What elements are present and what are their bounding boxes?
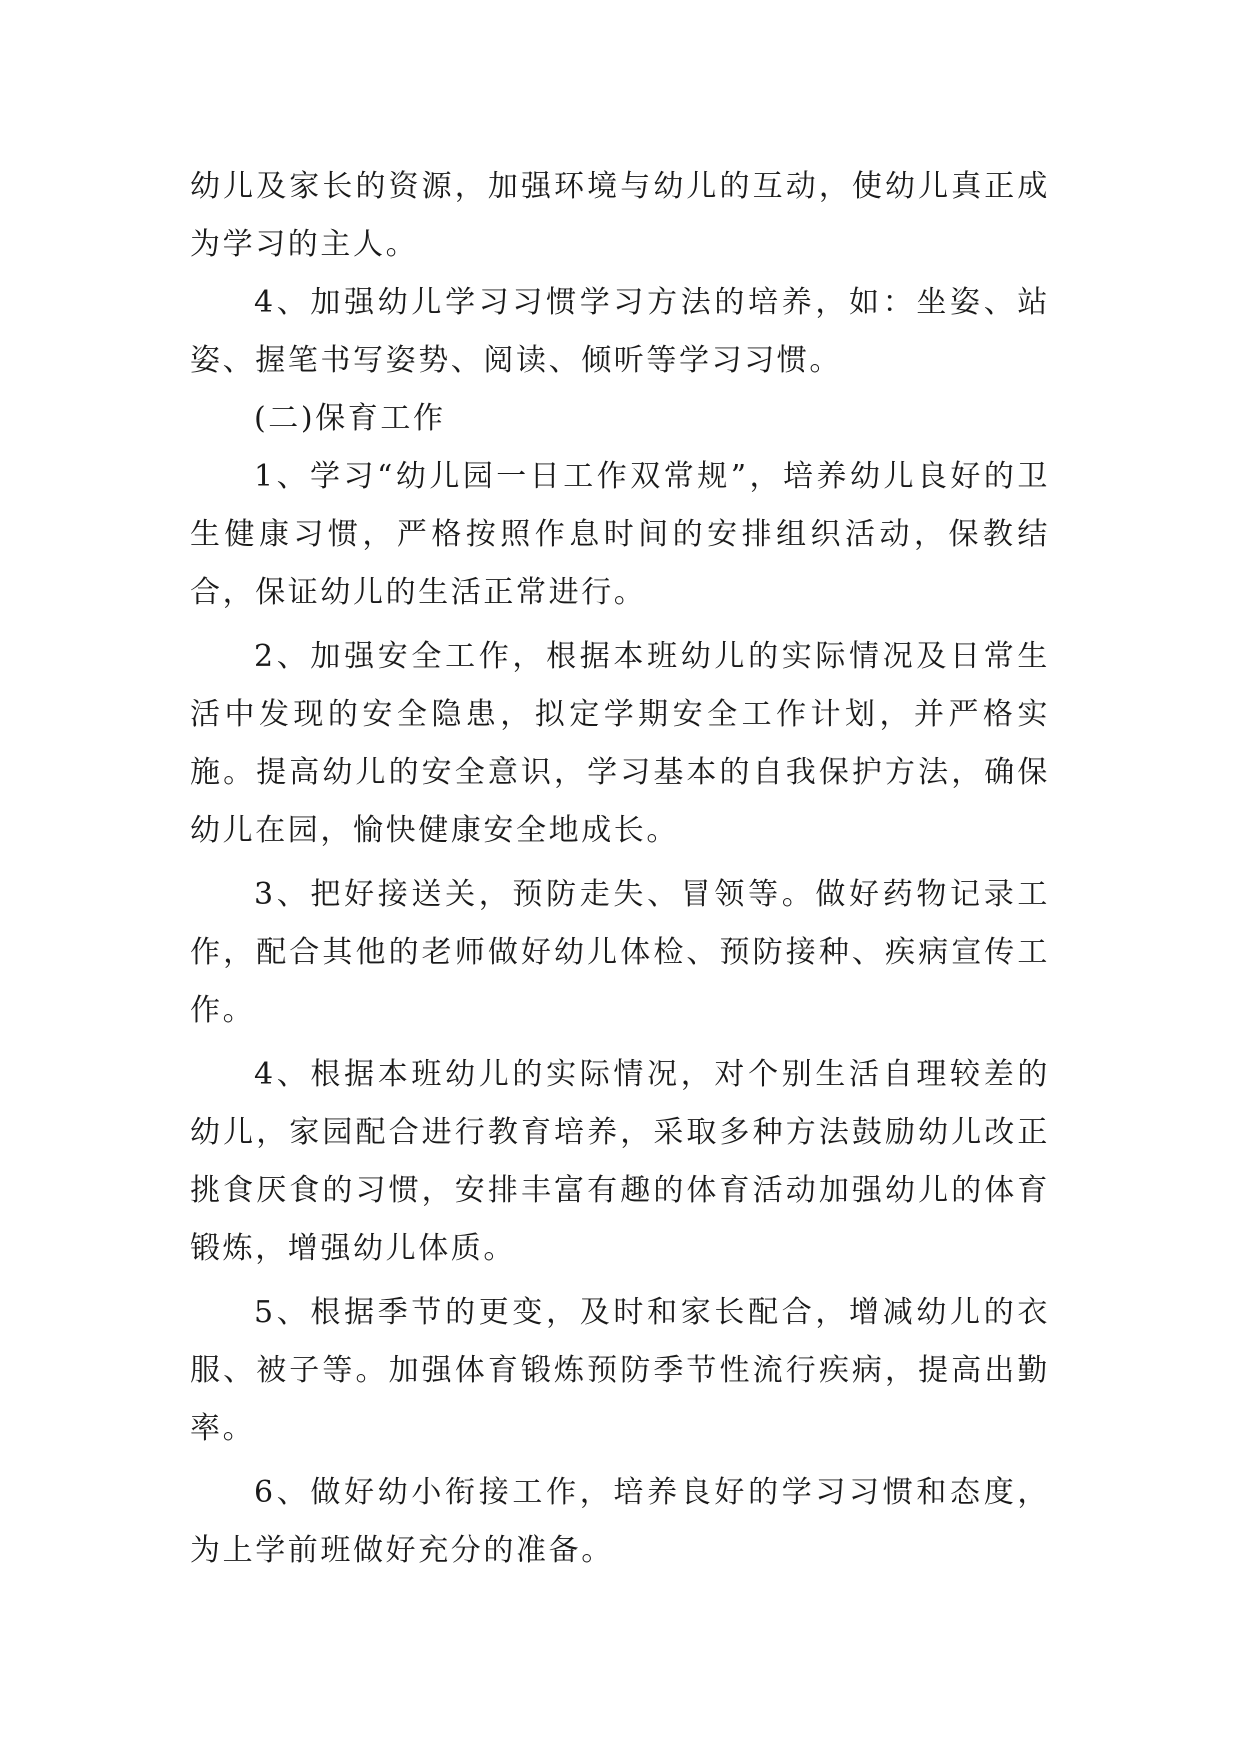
paragraph-care-item-1: 1、学习“幼儿园一日工作双常规”，培养幼儿良好的卫生健康习惯，严格按照作息时间的安排组织活动，保教结合，保证幼儿的生活正常进行。 xyxy=(190,459,1050,610)
paragraph-care-item-3: 3、把好接送关，预防走失、冒领等。做好药物记录工作，配合其他的老师做好幼儿体检、预防接种、疾病宣传工作。 xyxy=(190,877,1050,1028)
document-body xyxy=(190,158,1050,1580)
paragraph-care-item-5: 5、根据季节的更变，及时和家长配合，增减幼儿的衣服、被子等。加强体育锻炼预防季节性流行疾病，提高出勤率。 xyxy=(190,1295,1050,1446)
paragraph-care-item-6: 6、做好幼小衔接工作，培养良好的学习习惯和态度，为上学前班做好充分的准备。 xyxy=(190,1475,1050,1568)
paragraph-learning-habits: 4、加强幼儿学习习惯学习方法的培养，如：坐姿、站姿、握笔书写姿势、阅读、倾听等学习习惯。 xyxy=(190,285,1050,378)
paragraph-care-item-2: 2、加强安全工作，根据本班幼儿的实际情况及日常生活中发现的安全隐患，拟定学期安全工作计划，并严格实施。提高幼儿的安全意识，学习基本的自我保护方法，确保幼儿在园，愉快健康安全地成长。 xyxy=(190,639,1050,848)
section-heading-care-work: (二)保育工作 xyxy=(254,401,446,436)
paragraph-continuation: 幼儿及家长的资源，加强环境与幼儿的互动，使幼儿真正成为学习的主人。 xyxy=(190,169,1050,262)
paragraph-care-item-4: 4、根据本班幼儿的实际情况，对个别生活自理较差的幼儿，家园配合进行教育培养，采取多种方法鼓励幼儿改正挑食厌食的习惯，安排丰富有趣的体育活动加强幼儿的体育锻炼，增强幼儿体质。 xyxy=(190,1057,1050,1266)
